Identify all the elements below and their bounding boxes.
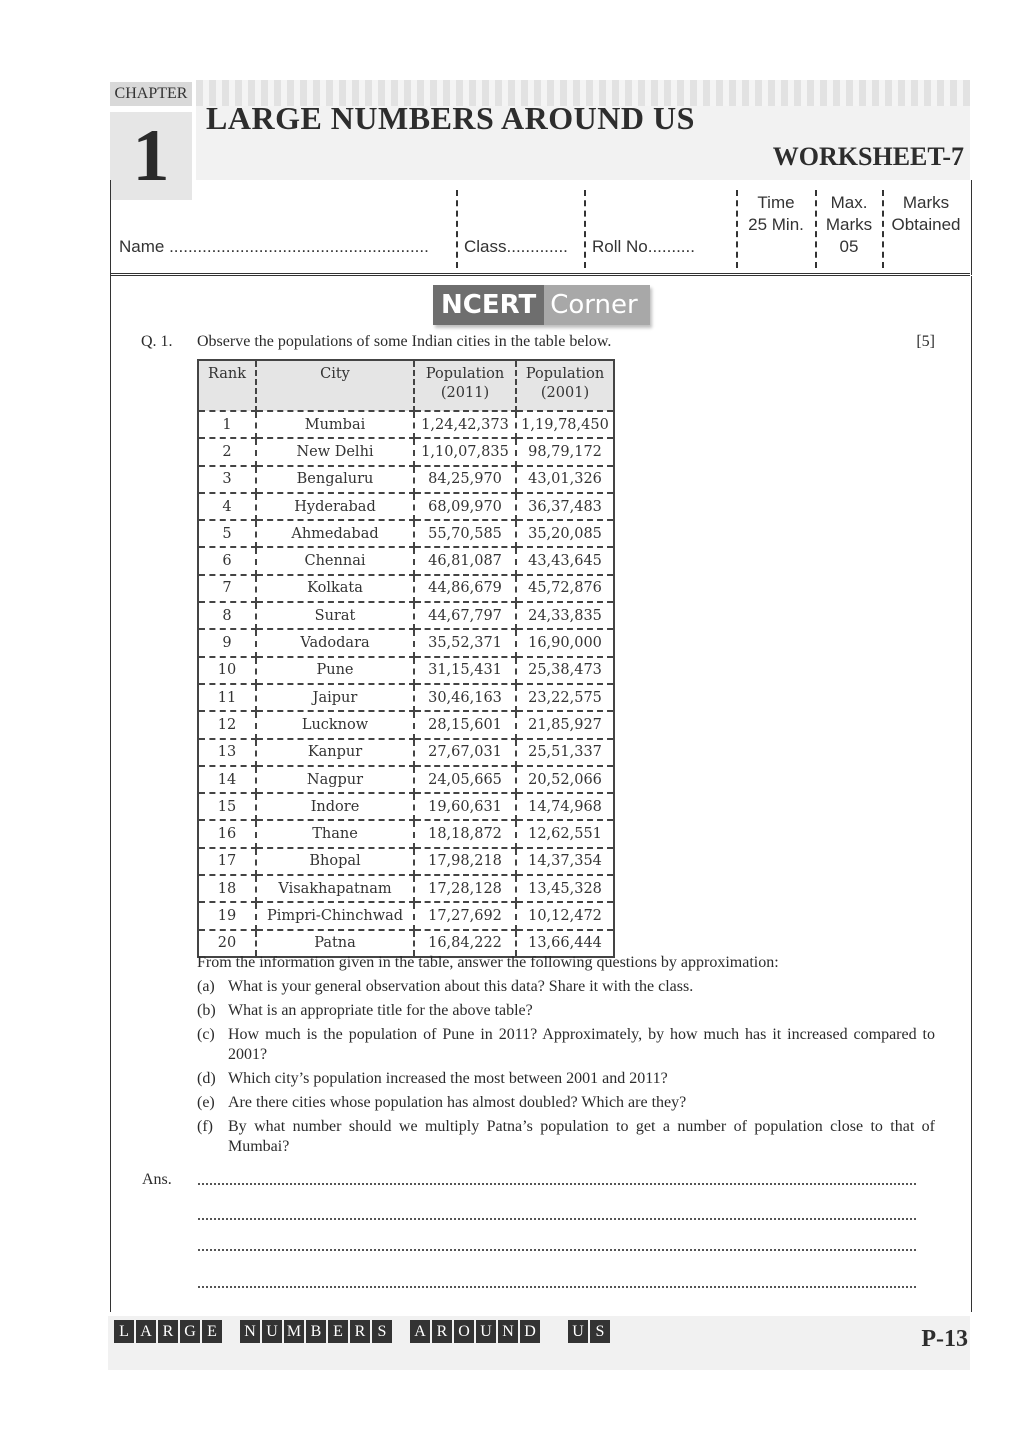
population-2001-cell: 43,43,645 (516, 547, 614, 574)
time-box (741, 192, 811, 236)
rank-cell: 2 (198, 438, 256, 465)
city-cell: Kolkata (256, 575, 414, 602)
city-cell: Visakhapatnam (256, 875, 414, 902)
badge-corner: Corner (544, 285, 649, 325)
footer-letter: N (240, 1320, 260, 1343)
footer-letter: E (328, 1320, 348, 1343)
answer-line[interactable] (198, 1183, 916, 1185)
rank-cell: 1 (198, 411, 256, 438)
population-2011-cell: 27,67,031 (414, 739, 516, 766)
max-marks-box (819, 192, 879, 258)
subquestion-text: What is an appropriate title for the above table? (228, 1002, 533, 1019)
subquestion-text: Which city’s population increased the most between 2001 and 2011? (228, 1070, 668, 1087)
table-row (198, 848, 614, 875)
answer-label: Ans. (142, 1171, 172, 1188)
header-population-2011-year: (2011) (440, 385, 490, 401)
city-cell: Patna (256, 930, 414, 957)
population-2011-cell: 55,70,585 (414, 520, 516, 547)
city-cell: Lucknow (256, 711, 414, 738)
population-2001-cell: 45,72,876 (516, 575, 614, 602)
footer-letter: R (158, 1320, 178, 1343)
city-cell: Chennai (256, 547, 414, 574)
subquestion-d (197, 1069, 935, 1089)
population-2001-cell: 21,85,927 (516, 711, 614, 738)
header-population-2001-year: (2001) (540, 385, 590, 401)
marks-obtained-label-1: Marks (902, 193, 950, 212)
rank-cell: 8 (198, 602, 256, 629)
marks-obtained-label-2: Obtained (891, 215, 961, 234)
population-2001-cell: 10,12,472 (516, 902, 614, 929)
footer-letter: M (284, 1320, 304, 1343)
header-rank (198, 360, 256, 411)
rank-cell: 3 (198, 466, 256, 493)
chapter-title: LARGE NUMBERS AROUND US (206, 100, 695, 136)
ncert-corner-badge (433, 285, 650, 325)
rank-cell: 9 (198, 629, 256, 656)
header-population-2001 (516, 360, 614, 411)
city-cell: Ahmedabad (256, 520, 414, 547)
footer-word (240, 1320, 392, 1343)
population-2001-cell: 13,66,444 (528, 935, 602, 952)
rank-cell: 12 (198, 711, 256, 738)
header-city (256, 360, 414, 411)
population-2011-cell: 16,84,222 (414, 930, 516, 957)
page-number: P-13 (921, 1326, 968, 1352)
footer-word (568, 1320, 610, 1343)
footer-letter: A (136, 1320, 156, 1343)
instructions-text: From the information given in the table, answer the following questions by approximation: (197, 954, 779, 971)
answer-line[interactable] (198, 1286, 916, 1288)
footer-letter: G (180, 1320, 200, 1343)
chapter-label: CHAPTER (110, 82, 192, 106)
population-2001-cell: 13,45,328 (516, 875, 614, 902)
population-2011-cell: 30,46,163 (414, 684, 516, 711)
divider (882, 190, 884, 268)
footer-word (410, 1320, 540, 1343)
page-footer (108, 1316, 970, 1370)
rank-cell: 17 (198, 848, 256, 875)
population-2001-cell: 23,22,575 (516, 684, 614, 711)
table-header-row (198, 360, 614, 411)
population-2001-cell: 98,79,172 (516, 438, 614, 465)
student-info-row (110, 180, 972, 275)
rank-cell: 19 (198, 902, 256, 929)
rank-cell: 11 (198, 684, 256, 711)
divider (736, 190, 738, 268)
header-city-label: City (320, 366, 350, 382)
city-cell: Vadodara (256, 629, 414, 656)
subquestion-f (197, 1117, 935, 1157)
city-cell: Mumbai (256, 411, 414, 438)
rank-cell: 15 (198, 793, 256, 820)
table-row (198, 466, 614, 493)
subquestion-label: (b) (197, 1002, 216, 1019)
subquestion-text: How much is the population of Pune in 2011? Approximately, by how much has it increased compared to 2001? (228, 1026, 935, 1063)
population-2011-cell: 44,86,679 (414, 575, 516, 602)
roll-no-field[interactable]: Roll No.......... (592, 237, 695, 256)
population-2001-cell: 25,38,473 (516, 657, 614, 684)
header-population-2011-label: Population (425, 366, 505, 382)
population-2011-cell: 18,18,872 (414, 820, 516, 847)
subquestion-text: What is your general observation about this data? Share it with the class. (228, 978, 694, 995)
population-2011-cell: 17,28,128 (414, 875, 516, 902)
rank-cell: 14 (198, 766, 256, 793)
population-2001-cell: 24,33,835 (516, 602, 614, 629)
table-row (198, 875, 614, 902)
city-cell: Surat (256, 602, 414, 629)
population-2001-cell: 12,62,551 (516, 820, 614, 847)
table-row (198, 520, 614, 547)
city-cell: New Delhi (256, 438, 414, 465)
population-2011-cell: 68,09,970 (414, 493, 516, 520)
population-2001-cell: 35,20,085 (516, 520, 614, 547)
footer-word (114, 1320, 222, 1343)
table-row (198, 411, 614, 438)
subquestion-label: (d) (197, 1070, 216, 1087)
population-2001-cell: 25,51,337 (516, 739, 614, 766)
table-row (198, 820, 614, 847)
footer-letter: U (568, 1320, 588, 1343)
table-row (198, 547, 614, 574)
population-2011-cell: 46,81,087 (414, 547, 516, 574)
table-row (198, 602, 614, 629)
max-marks-value: 05 (839, 237, 859, 256)
header-population-2011 (414, 360, 516, 411)
footer-letter: U (262, 1320, 282, 1343)
subquestion-label: (c) (197, 1026, 215, 1043)
subquestion-label: (e) (197, 1094, 215, 1111)
rank-cell: 7 (198, 575, 256, 602)
answer-line[interactable] (198, 1218, 916, 1220)
class-field[interactable]: Class............. (464, 237, 568, 256)
max-marks-label-2: Marks (825, 215, 873, 234)
footer-letter: D (520, 1320, 540, 1343)
rank-cell: 10 (198, 657, 256, 684)
name-field[interactable]: Name ....................................................... (119, 237, 429, 256)
badge-ncert: NCERT (433, 285, 544, 325)
chapter-number: 1 (110, 112, 192, 200)
table-row (198, 930, 614, 957)
city-cell: Jaipur (256, 684, 414, 711)
divider (815, 190, 817, 268)
subquestion-b (197, 1001, 935, 1021)
table-row (198, 575, 614, 602)
header-population-2001-label: Population (525, 366, 605, 382)
city-cell: Hyderabad (256, 493, 414, 520)
header-rank-label: Rank (207, 366, 247, 382)
table-row (198, 711, 614, 738)
population-2001-cell: 16,90,000 (516, 629, 614, 656)
rank-cell: 13 (198, 739, 256, 766)
footer-letter: O (454, 1320, 474, 1343)
rank-cell: 4 (198, 493, 256, 520)
title-band (196, 80, 970, 180)
population-2001-cell: 36,37,483 (516, 493, 614, 520)
footer-letter: E (202, 1320, 222, 1343)
population-2011-cell: 17,27,692 (414, 902, 516, 929)
time-value: 25 Min. (748, 215, 804, 234)
population-2001-cell: 14,74,968 (516, 793, 614, 820)
question-marks: [5] (916, 333, 935, 350)
city-cell: Thane (256, 820, 414, 847)
rank-cell: 16 (198, 820, 256, 847)
rank-cell: 18 (198, 875, 256, 902)
population-2001-cell: 14,37,354 (516, 848, 614, 875)
subquestion-label: (f) (197, 1118, 213, 1135)
table-row (198, 766, 614, 793)
table-row (198, 438, 614, 465)
population-2001-cell: 43,01,326 (516, 466, 614, 493)
city-cell: Kanpur (256, 739, 414, 766)
population-2001-cell: 20,52,066 (516, 766, 614, 793)
population-2011-cell: 35,52,371 (414, 629, 516, 656)
answer-line[interactable] (198, 1249, 916, 1251)
subquestion-e (197, 1093, 935, 1113)
population-2011-cell: 19,60,631 (414, 793, 516, 820)
subquestion-a (197, 977, 935, 997)
rank-cell: 20 (198, 930, 256, 957)
subquestion-text: Are there cities whose population has almost doubled? Which are they? (228, 1094, 687, 1111)
table-row (198, 793, 614, 820)
divider (456, 190, 458, 268)
population-2011-cell: 28,15,601 (414, 711, 516, 738)
population-table (197, 359, 615, 958)
footer-letter: R (350, 1320, 370, 1343)
question-text: Observe the populations of some Indian cities in the table below. (197, 333, 612, 350)
worksheet-label: WORKSHEET-7 (772, 142, 964, 171)
subquestion-c (197, 1025, 935, 1065)
population-2011-cell: 84,25,970 (414, 466, 516, 493)
population-2011-cell: 31,15,431 (414, 657, 516, 684)
footer-letter: L (114, 1320, 134, 1343)
table-body (198, 411, 614, 957)
footer-letter: R (432, 1320, 452, 1343)
footer-letter: B (306, 1320, 326, 1343)
city-cell: Pune (256, 657, 414, 684)
table-row (198, 493, 614, 520)
divider (584, 190, 586, 268)
rank-cell: 6 (198, 547, 256, 574)
city-cell: Nagpur (256, 766, 414, 793)
population-2011-cell: 17,98,218 (414, 848, 516, 875)
time-label: Time (757, 193, 795, 212)
table-row (198, 902, 614, 929)
table-row (198, 739, 614, 766)
city-cell: Indore (256, 793, 414, 820)
population-2011-cell: 24,05,665 (414, 766, 516, 793)
marks-obtained-box[interactable] (886, 192, 966, 236)
population-2001-cell: 1,19,78,450 (516, 411, 614, 438)
subquestion-text: By what number should we multiply Patna’s population to get a number of population close to that of Mumbai? (228, 1118, 935, 1155)
table-row (198, 684, 614, 711)
population-2011-cell: 1,10,07,835 (414, 438, 516, 465)
rank-cell: 5 (198, 520, 256, 547)
city-cell: Pimpri-Chinchwad (256, 902, 414, 929)
city-cell: Bhopal (256, 848, 414, 875)
table-row (198, 657, 614, 684)
table-row (198, 629, 614, 656)
footer-letter: U (476, 1320, 496, 1343)
footer-letter: A (410, 1320, 430, 1343)
subquestion-label: (a) (197, 978, 215, 995)
question-number: Q. 1. (141, 333, 173, 350)
footer-letter: S (372, 1320, 392, 1343)
max-marks-label-1: Max. (830, 193, 868, 212)
population-2011-cell: 1,24,42,373 (414, 411, 516, 438)
footer-letter: S (590, 1320, 610, 1343)
footer-letter: N (498, 1320, 518, 1343)
city-cell: Bengaluru (256, 466, 414, 493)
population-2011-cell: 44,67,797 (414, 602, 516, 629)
